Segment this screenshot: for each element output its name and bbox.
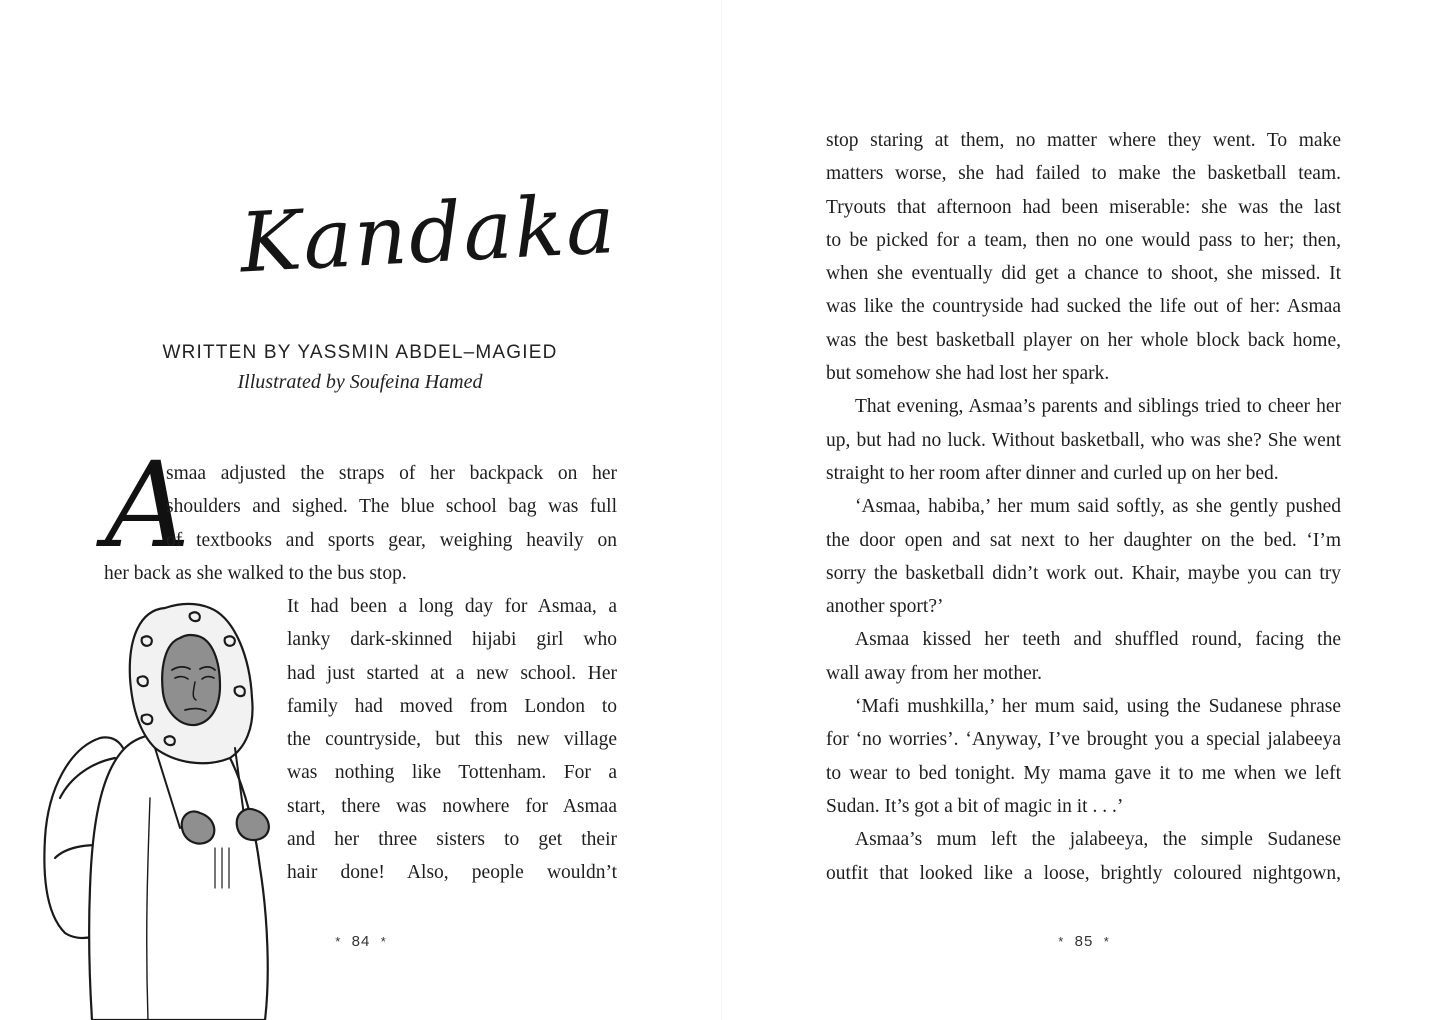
text-line: shoulders and sighed. The blue school bag was full [166,496,617,518]
text-line: sorry the basketball didn’t work out. Khair, maybe you can try [826,562,1341,584]
text-line: Tryouts that afternoon had been miserable: she was the last [826,196,1341,218]
text-line: stop staring at them, no matter where they went. To make [826,130,1341,151]
text-line: hair done! Also, people wouldn’t [287,862,617,884]
text-line: smaa adjusted the straps of her backpack on her [166,463,617,484]
text-line: to wear to bed tonight. My mama gave it to me when we left [826,762,1341,784]
text-line: Asmaa’s mum left the jalabeeya, the simple Sudanese [855,829,1341,851]
right-page-body [826,124,1341,890]
text-line: the countryside, but this new village [287,729,617,751]
text-line: up, but had no luck. Without basketball, who was she? She went [826,429,1341,451]
text-line: for ‘no worries’. ‘Anyway, I’ve brought you a special jalabeeya [826,729,1341,751]
star-ornament: * [335,934,342,949]
text-line: of textbooks and sports gear, weighing heavily on [166,529,617,551]
right-page [723,0,1445,1020]
text-line: was nothing like Tottenham. For a [287,762,617,784]
star-ornament: * [380,934,387,949]
text-line: lanky dark-skinned hijabi girl who [287,629,617,651]
opening-paragraph [166,457,617,557]
text-line: family had moved from London to [287,695,617,717]
text-line: It had been a long day for Asmaa, a [287,596,617,617]
page-number-right [1034,933,1134,950]
drop-cap: A [105,436,191,574]
wrapped-paragraph [287,590,617,890]
opening-paragraph-end [104,557,617,590]
text-line: wall away from her mother. [826,662,1043,684]
star-ornament: * [1103,934,1110,949]
text-line: to be picked for a team, then no one would pass to her; then, [826,229,1341,251]
star-ornament: * [1058,934,1065,949]
author-byline: WRITTEN BY YASSMIN ABDEL–MAGIED [162,342,558,363]
text-line: Sudan. It’s got a bit of magic in it . . .’ [826,795,1124,817]
page-number: 84 [351,933,371,950]
text-line: ‘Asmaa, habiba,’ her mum said softly, as she gently pushed [855,496,1341,518]
text-line: and her three sisters to get their [287,829,617,851]
text-line: was like the countryside had sucked the life out of her: Asmaa [826,296,1341,318]
text-line: ‘Mafi mushkilla,’ her mum said, using the Sudanese phrase [855,696,1341,718]
girl-with-backpack-illustration [30,598,300,1020]
text-line: her back as she walked to the bus stop. [104,563,407,584]
text-line: matters worse, she had failed to make the basketball team. [826,163,1341,185]
text-line: another sport?’ [826,596,944,618]
text-line: the door open and sat next to her daughter on the bed. ‘I’m [826,529,1341,551]
text-line: but somehow she had lost her spark. [826,363,1110,385]
text-line: straight to her room after dinner and curled up on her bed. [826,462,1279,484]
story-title: Kandaka [237,176,620,292]
page-number-left [311,933,411,950]
text-line: when she eventually did get a chance to shoot, she missed. It [826,263,1341,285]
text-line: Asmaa kissed her teeth and shuffled round, facing the [855,629,1341,651]
text-line: That evening, Asmaa’s parents and siblings tried to cheer her [855,396,1341,418]
left-page [0,0,722,1020]
text-line: had just started at a new school. Her [287,662,617,684]
page-number: 85 [1074,933,1094,950]
text-line: was the best basketball player on her whole block back home, [826,329,1341,351]
text-line: outfit that looked like a loose, brightly coloured nightgown, [826,862,1341,884]
text-line: start, there was nowhere for Asmaa [287,795,617,817]
illustrator-credit: Illustrated by Soufeina Hamed [237,371,483,393]
